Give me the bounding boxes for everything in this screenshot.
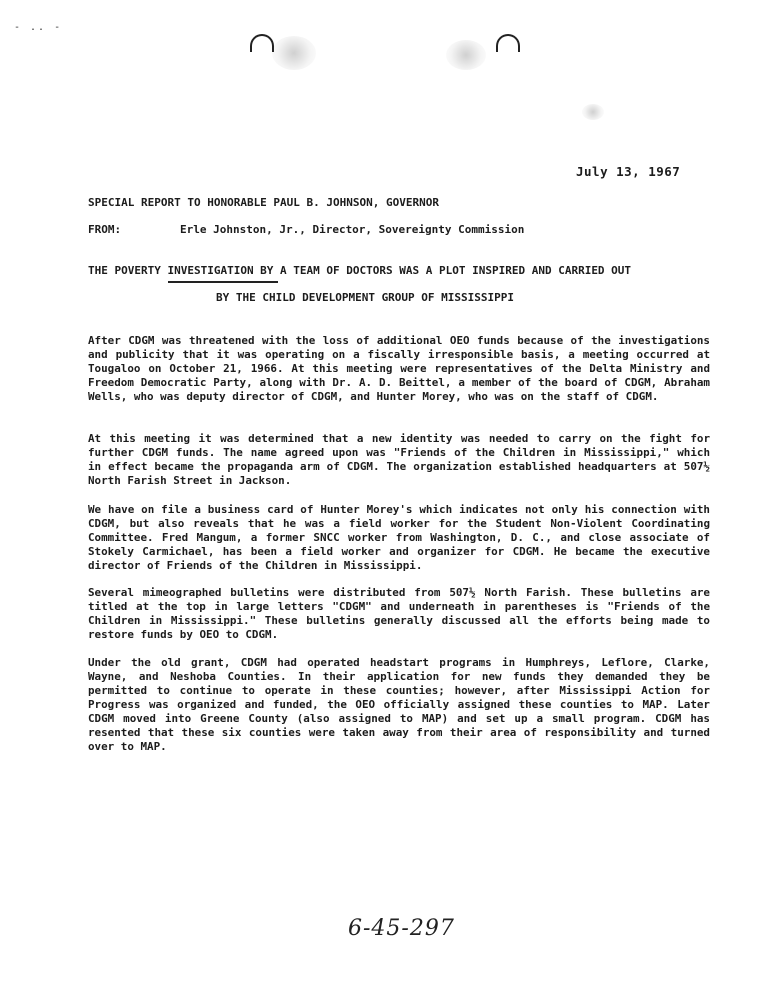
- scan-smudge: [582, 104, 604, 120]
- scan-smudge: [272, 36, 316, 70]
- scan-smudge: [446, 40, 486, 70]
- punch-hole-right: [496, 34, 520, 52]
- report-to-line: SPECIAL REPORT TO HONORABLE PAUL B. JOHNSON, GOVERNOR: [88, 196, 439, 209]
- punch-hole-left: [250, 34, 274, 52]
- handwritten-file-number: 6-45-297: [348, 916, 455, 941]
- report-title-line-1: THE POVERTY INVESTIGATION BY A TEAM OF DOCTORS WAS A PLOT INSPIRED AND CARRIED OUT: [88, 264, 632, 277]
- from-label: FROM:: [88, 223, 122, 236]
- handwritten-underline: [168, 281, 278, 283]
- body-paragraph-1: After CDGM was threatened with the loss of additional OEO funds because of the investigations and publicity that it was operating on a fiscally irresponsible basis, a meeting occurred at Tougaloo on October 21, 1966. At this meeting were representatives of the Delta Ministry and Freedom Democratic Party, along with Dr. A. D. Beittel, a member of the board of CDGM, Abraham Wells, who was deputy director of CDGM, and Hunter Morey, who was on the staff of CDGM.: [88, 334, 710, 403]
- body-paragraph-3: We have on file a business card of Hunter Morey's which indicates not only his connection with CDGM, but also reveals that he was a field worker for the Student Non-Violent Coordinating Committee. Fred Mangum, a former SNCC worker from Washington, D. C., and close associate of Stokely Carmichael, has been a field worker and organizer for CDGM. He became the executive director of Friends of the Children in Mississippi.: [88, 503, 710, 572]
- body-paragraph-4: Several mimeographed bulletins were distributed from 507½ North Farish. These bulletins are titled at the top in large letters "CDGM" and underneath in parentheses is "Friends of the Children in Mississippi." These bulletins generally discussed all the efforts being made to restore funds by OEO to CDGM.: [88, 586, 710, 641]
- document-date: July 13, 1967: [576, 164, 681, 179]
- report-title-line-2: BY THE CHILD DEVELOPMENT GROUP OF MISSISSIPPI: [216, 291, 515, 304]
- from-text: Erle Johnston, Jr., Director, Sovereignty Commission: [180, 223, 525, 236]
- body-paragraph-2: At this meeting it was determined that a new identity was needed to carry on the fight for further CDGM funds. The name agreed upon was "Friends of the Children in Mississippi," which in effect became the propaganda arm of CDGM. The organization established headquarters at 507½ North Farish Street in Jackson.: [88, 432, 710, 487]
- body-paragraph-5: Under the old grant, CDGM had operated headstart programs in Humphreys, Leflore, Clarke, Wayne, and Neshoba Counties. In their application for new funds they demanded they be permitted to continue to operate in these counties; however, after Mississippi Action for Progress was organized and funded, the OEO officially assigned these counties to MAP. Later CDGM moved into Greene County (also assigned to MAP) and set up a small program. CDGM has resented that these six counties were taken away from their area of responsibility and turned over to MAP.: [88, 656, 710, 753]
- scan-corner-mark: - .. -: [14, 22, 63, 33]
